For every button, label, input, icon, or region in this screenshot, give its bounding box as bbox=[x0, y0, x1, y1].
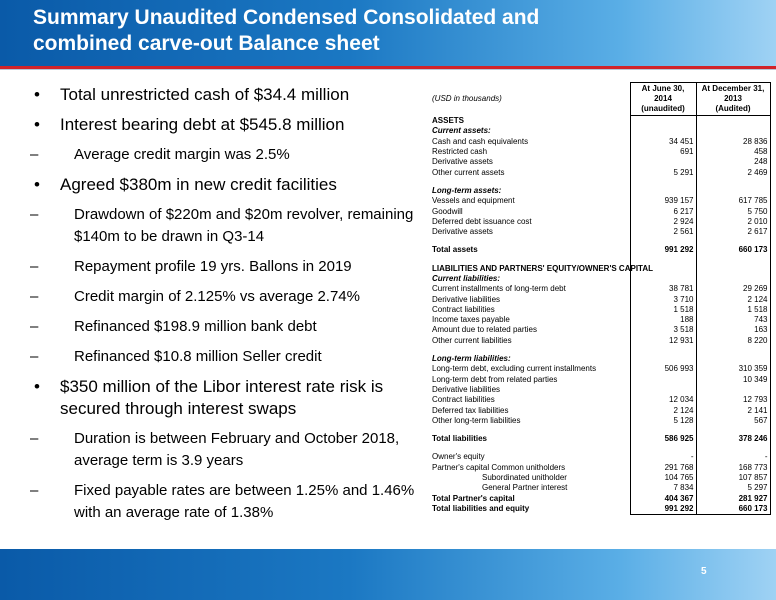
value-june-2014: 2 124 bbox=[630, 405, 696, 415]
value-december-2013: 660 173 bbox=[696, 245, 770, 255]
bullet-dot-icon: • bbox=[34, 377, 40, 396]
table-row bbox=[430, 315, 770, 325]
bullet-text: Repayment profile 19 yrs. Ballons in 2019 bbox=[74, 258, 352, 275]
row-label: Derivative liabilities bbox=[432, 384, 501, 394]
table-row bbox=[430, 434, 770, 444]
footer-banner bbox=[0, 549, 776, 600]
row-label: Amount due to related parties bbox=[432, 325, 537, 335]
value-december-2013 bbox=[696, 264, 770, 274]
bullet-text: Total unrestricted cash of $34.4 million bbox=[60, 85, 350, 104]
table-row bbox=[430, 157, 770, 167]
row-label: Total Partner's capital bbox=[432, 493, 515, 503]
page-title bbox=[33, 5, 553, 57]
bullet-dash-icon: – bbox=[30, 146, 39, 163]
table-row bbox=[430, 305, 770, 315]
page-number: 5 bbox=[701, 566, 707, 577]
balance-sheet bbox=[430, 82, 770, 515]
value-december-2013 bbox=[696, 346, 770, 354]
value-june-2014: 38 781 bbox=[630, 284, 696, 294]
value-december-2013 bbox=[696, 385, 770, 395]
table-row bbox=[430, 274, 770, 284]
bullet-text: Refinanced $10.8 million Seller credit bbox=[74, 348, 322, 365]
value-december-2013: 2 617 bbox=[696, 227, 770, 237]
table-row bbox=[430, 375, 770, 385]
value-june-2014: 5 128 bbox=[630, 416, 696, 426]
table-row bbox=[430, 256, 770, 264]
value-june-2014: 291 768 bbox=[630, 463, 696, 473]
bullet-text: Drawdown of $220m and $20m revolver, remaining $140m to be drawn in Q3-14 bbox=[74, 206, 414, 245]
value-december-2013: 617 785 bbox=[696, 196, 770, 206]
sub-bullet-item bbox=[30, 428, 430, 472]
value-june-2014: 404 367 bbox=[630, 494, 696, 504]
table-row bbox=[430, 426, 770, 434]
bullet-text: $350 million of the Libor interest rate risk is secured through interest swaps bbox=[60, 377, 384, 418]
value-june-2014: 104 765 bbox=[630, 473, 696, 483]
row-label: LIABILITIES AND PARTNERS' EQUITY/OWNER'S CAPITAL bbox=[432, 263, 653, 273]
value-june-2014: 12 931 bbox=[630, 336, 696, 346]
value-december-2013: 10 349 bbox=[696, 375, 770, 385]
row-label: Deferred debt issuance cost bbox=[432, 216, 532, 226]
bullet-item bbox=[30, 174, 430, 196]
row-label: Contract liabilities bbox=[432, 304, 495, 314]
header-gray-divider bbox=[0, 69, 776, 70]
value-june-2014: 34 451 bbox=[630, 137, 696, 147]
row-label: Cash and cash equivalents bbox=[432, 136, 529, 146]
table-row bbox=[430, 483, 770, 493]
table-row bbox=[430, 463, 770, 473]
value-december-2013: 248 bbox=[696, 157, 770, 167]
column-header-december-2013 bbox=[696, 83, 770, 116]
value-december-2013: 660 173 bbox=[696, 504, 770, 515]
value-december-2013: 2 469 bbox=[696, 167, 770, 177]
value-june-2014: - bbox=[630, 452, 696, 462]
table-row bbox=[430, 284, 770, 294]
row-label: Contract liabilities bbox=[432, 395, 495, 405]
sub-bullet-item bbox=[30, 316, 430, 338]
bullet-dash-icon: – bbox=[30, 206, 39, 223]
row-label: Long-term debt from related parties bbox=[432, 374, 558, 384]
value-december-2013 bbox=[696, 186, 770, 196]
row-label: Current liabilities: bbox=[432, 274, 501, 283]
row-label: Current installments of long-term debt bbox=[432, 284, 566, 294]
table-row bbox=[430, 405, 770, 415]
table-row bbox=[430, 364, 770, 374]
row-label: Subordinated unitholder bbox=[482, 473, 567, 483]
column-header-june-2014 bbox=[630, 83, 696, 116]
row-label: Derivative assets bbox=[432, 157, 493, 167]
value-december-2013: 29 269 bbox=[696, 284, 770, 294]
row-label bbox=[430, 256, 630, 264]
value-december-2013 bbox=[696, 237, 770, 245]
bullet-dash-icon: – bbox=[30, 348, 39, 365]
row-label: Long-term liabilities: bbox=[432, 354, 511, 364]
bullet-dash-icon: – bbox=[30, 482, 39, 499]
page-title-line1: Summary Unaudited Condensed Consolidated and bbox=[33, 6, 540, 29]
value-june-2014: 2 924 bbox=[630, 217, 696, 227]
table-row bbox=[430, 325, 770, 335]
value-december-2013: 378 246 bbox=[696, 434, 770, 444]
table-row bbox=[430, 206, 770, 216]
bullet-dash-icon: – bbox=[30, 288, 39, 305]
table-row bbox=[430, 126, 770, 136]
row-label: Long-term debt, excluding current installments bbox=[432, 364, 597, 374]
column-header-line: 2013 bbox=[724, 94, 742, 103]
row-label: Goodwill bbox=[432, 206, 463, 216]
bullet-dash-icon: – bbox=[30, 258, 39, 275]
bullet-list bbox=[30, 84, 430, 532]
row-label bbox=[430, 444, 630, 452]
sub-bullet-item bbox=[30, 480, 430, 524]
value-december-2013: 12 793 bbox=[696, 395, 770, 405]
value-june-2014: 991 292 bbox=[630, 504, 696, 515]
table-row bbox=[430, 178, 770, 186]
value-december-2013: 458 bbox=[696, 147, 770, 157]
bullet-text: Agreed $380m in new credit facilities bbox=[60, 175, 337, 194]
value-june-2014: 188 bbox=[630, 315, 696, 325]
column-header-line: At December 31, bbox=[701, 84, 765, 93]
value-june-2014 bbox=[630, 375, 696, 385]
value-june-2014: 691 bbox=[630, 147, 696, 157]
sub-bullet-item bbox=[30, 204, 430, 248]
value-june-2014: 506 993 bbox=[630, 364, 696, 374]
table-row bbox=[430, 385, 770, 395]
value-december-2013: 281 927 bbox=[696, 494, 770, 504]
value-june-2014 bbox=[630, 178, 696, 186]
value-december-2013: 2 010 bbox=[696, 217, 770, 227]
value-december-2013 bbox=[696, 116, 770, 127]
row-label: ASSETS bbox=[432, 115, 465, 125]
table-row bbox=[430, 452, 770, 462]
value-june-2014: 991 292 bbox=[630, 245, 696, 255]
value-june-2014: 939 157 bbox=[630, 196, 696, 206]
value-december-2013 bbox=[696, 126, 770, 136]
value-december-2013: 310 359 bbox=[696, 364, 770, 374]
value-december-2013: 163 bbox=[696, 325, 770, 335]
value-june-2014 bbox=[630, 385, 696, 395]
row-label: Other current assets bbox=[432, 167, 505, 177]
value-december-2013: 743 bbox=[696, 315, 770, 325]
bullet-text: Average credit margin was 2.5% bbox=[74, 146, 290, 163]
bullet-item bbox=[30, 376, 430, 420]
bullet-text: Fixed payable rates are between 1.25% and 1.46% with an average rate of 1.38% bbox=[74, 482, 415, 521]
value-june-2014 bbox=[630, 157, 696, 167]
value-june-2014 bbox=[630, 256, 696, 264]
row-label bbox=[430, 237, 630, 245]
value-december-2013: 2 124 bbox=[696, 294, 770, 304]
table-row bbox=[430, 354, 770, 364]
table-row bbox=[430, 444, 770, 452]
balance-sheet-table bbox=[430, 82, 771, 515]
value-december-2013: 107 857 bbox=[696, 473, 770, 483]
value-june-2014: 3 710 bbox=[630, 294, 696, 304]
table-row bbox=[430, 346, 770, 354]
table-row bbox=[430, 217, 770, 227]
row-label: Partner's capital Common unitholders bbox=[432, 462, 566, 472]
value-december-2013 bbox=[696, 256, 770, 264]
bullet-text: Interest bearing debt at $545.8 million bbox=[60, 115, 345, 134]
column-header-line: 2014 bbox=[654, 94, 672, 103]
table-row bbox=[430, 264, 770, 274]
value-june-2014: 12 034 bbox=[630, 395, 696, 405]
row-label: Long-term assets: bbox=[432, 185, 502, 195]
table-row bbox=[430, 116, 770, 127]
value-june-2014: 586 925 bbox=[630, 434, 696, 444]
value-june-2014 bbox=[630, 274, 696, 284]
table-row bbox=[430, 167, 770, 177]
value-june-2014: 7 834 bbox=[630, 483, 696, 493]
bullet-text: Refinanced $198.9 million bank debt bbox=[74, 318, 317, 335]
row-label: General Partner interest bbox=[482, 483, 568, 493]
value-december-2013 bbox=[696, 274, 770, 284]
row-label: Total liabilities and equity bbox=[432, 504, 530, 514]
table-row bbox=[430, 494, 770, 504]
bullet-dot-icon: • bbox=[34, 175, 40, 194]
row-label bbox=[430, 346, 630, 354]
row-label bbox=[430, 426, 630, 434]
value-june-2014: 3 518 bbox=[630, 325, 696, 335]
table-row bbox=[430, 196, 770, 206]
row-label: Total liabilities bbox=[432, 434, 487, 444]
bullet-text: Duration is between February and October 2018, average term is 3.9 years bbox=[74, 430, 400, 469]
bullet-dash-icon: – bbox=[30, 430, 39, 447]
value-june-2014 bbox=[630, 426, 696, 434]
value-june-2014 bbox=[630, 186, 696, 196]
value-june-2014 bbox=[630, 346, 696, 354]
value-december-2013: 5 750 bbox=[696, 206, 770, 216]
table-row bbox=[430, 473, 770, 483]
column-header-line: At June 30, bbox=[641, 84, 685, 93]
value-december-2013: 567 bbox=[696, 416, 770, 426]
value-december-2013: 1 518 bbox=[696, 305, 770, 315]
bullet-dash-icon: – bbox=[30, 318, 39, 335]
row-label: Deferred tax liabilities bbox=[432, 405, 509, 415]
value-december-2013: 2 141 bbox=[696, 405, 770, 415]
row-label: Vessels and equipment bbox=[432, 196, 515, 206]
value-june-2014: 5 291 bbox=[630, 167, 696, 177]
value-december-2013: 168 773 bbox=[696, 463, 770, 473]
row-label: Current assets: bbox=[432, 126, 491, 136]
table-row bbox=[430, 186, 770, 196]
value-december-2013: - bbox=[696, 452, 770, 462]
column-header-line: (unaudited) bbox=[641, 104, 685, 113]
value-december-2013: 5 297 bbox=[696, 483, 770, 493]
value-june-2014 bbox=[630, 354, 696, 364]
value-june-2014 bbox=[630, 116, 696, 127]
sub-bullet-item bbox=[30, 256, 430, 278]
value-june-2014 bbox=[630, 126, 696, 136]
row-label: Total assets bbox=[432, 245, 478, 255]
column-header-line: (Audited) bbox=[715, 104, 751, 113]
table-row bbox=[430, 336, 770, 346]
table-row bbox=[430, 416, 770, 426]
table-row bbox=[430, 137, 770, 147]
row-label: Derivative liabilities bbox=[432, 294, 501, 304]
table-row bbox=[430, 227, 770, 237]
table-row bbox=[430, 395, 770, 405]
value-december-2013: 28 836 bbox=[696, 137, 770, 147]
row-label: Other long-term liabilities bbox=[432, 415, 521, 425]
row-label: Income taxes payable bbox=[432, 315, 510, 325]
bullet-dot-icon: • bbox=[34, 85, 40, 104]
row-label: Restricted cash bbox=[432, 147, 488, 157]
sub-bullet-item bbox=[30, 286, 430, 308]
bullet-item bbox=[30, 84, 430, 106]
bullet-dot-icon: • bbox=[34, 115, 40, 134]
value-june-2014: 1 518 bbox=[630, 305, 696, 315]
bullet-item bbox=[30, 114, 430, 136]
bullet-text: Credit margin of 2.125% vs average 2.74% bbox=[74, 288, 360, 305]
row-label: Derivative assets bbox=[432, 227, 493, 237]
table-row bbox=[430, 237, 770, 245]
value-december-2013: 8 220 bbox=[696, 336, 770, 346]
value-december-2013 bbox=[696, 444, 770, 452]
table-row bbox=[430, 294, 770, 304]
table-row bbox=[430, 245, 770, 255]
table-row bbox=[430, 147, 770, 157]
value-june-2014: 2 561 bbox=[630, 227, 696, 237]
row-label: Owner's equity bbox=[432, 452, 485, 462]
value-june-2014 bbox=[630, 237, 696, 245]
sub-bullet-item bbox=[30, 346, 430, 368]
value-june-2014: 6 217 bbox=[630, 206, 696, 216]
balance-sheet-header bbox=[430, 83, 770, 116]
row-label: Other current liabilities bbox=[432, 335, 512, 345]
row-label bbox=[430, 178, 630, 186]
value-december-2013 bbox=[696, 178, 770, 186]
page-title-line2: combined carve-out Balance sheet bbox=[33, 32, 380, 55]
value-december-2013 bbox=[696, 426, 770, 434]
table-row bbox=[430, 504, 770, 515]
sub-bullet-item bbox=[30, 144, 430, 166]
value-december-2013 bbox=[696, 354, 770, 364]
value-june-2014 bbox=[630, 444, 696, 452]
units-label: (USD in thousands) bbox=[432, 94, 502, 103]
